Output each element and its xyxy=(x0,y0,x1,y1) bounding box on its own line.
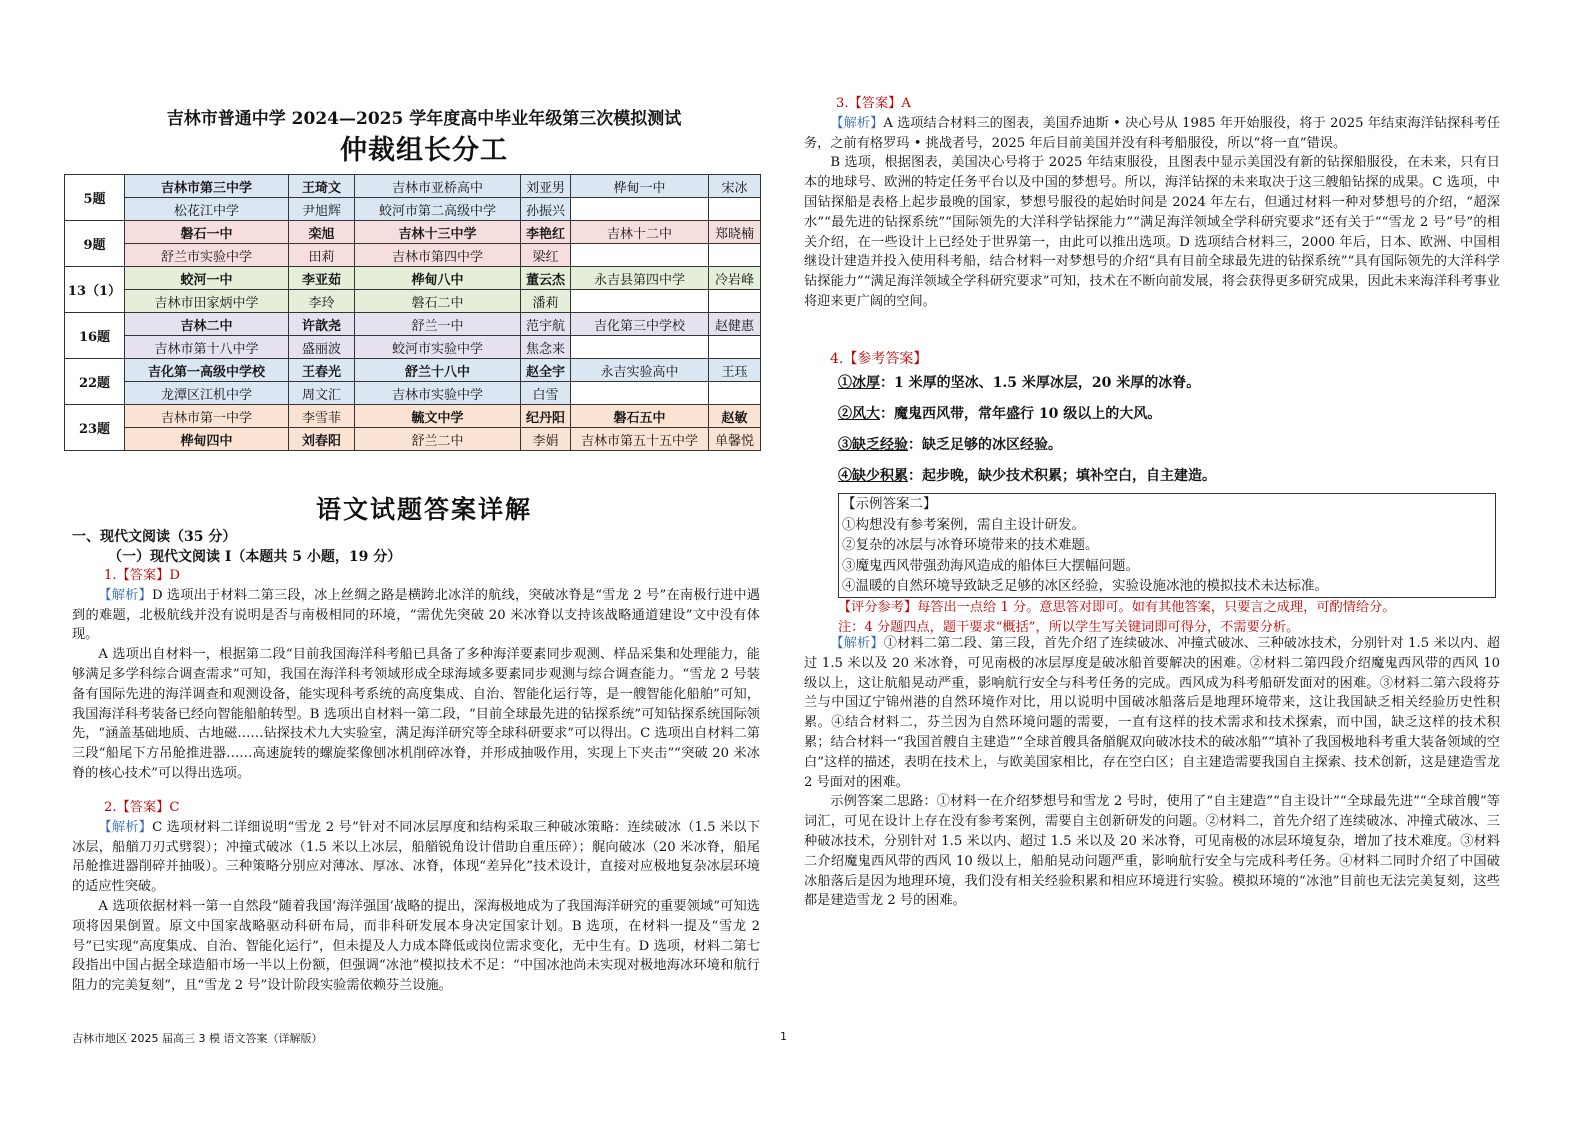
sample-answer-item: ②复杂的冰层与冰脊环境带来的技术难题。 xyxy=(842,537,1099,553)
q4-point-2-value: ：魔鬼西风带，常年盛行 10 级以上的大风。 xyxy=(880,406,1162,422)
q3-block xyxy=(804,94,1500,312)
school-cell: 吉化第一高级中学校 xyxy=(125,359,289,382)
leader-cell: 王珏 xyxy=(709,359,761,382)
school-cell: 磐石二中 xyxy=(355,290,521,313)
school-cell xyxy=(571,336,709,359)
school-cell: 吉林二中 xyxy=(125,313,289,336)
q4-answer: 4.【参考答案】 xyxy=(830,351,928,367)
leader-cell: 白雪 xyxy=(521,382,571,405)
leader-cell: 冷岩峰 xyxy=(709,267,761,290)
q4-key-points xyxy=(838,368,1498,492)
q3-answer: 3.【答案】A xyxy=(836,96,911,111)
school-cell: 吉化第三中学校 xyxy=(571,313,709,336)
leader-cell: 田莉 xyxy=(289,244,355,267)
leader-cell: 纪丹阳 xyxy=(521,405,571,428)
answers-title: 语文试题答案详解 xyxy=(315,495,532,524)
arbitration-row xyxy=(65,198,761,221)
sample-answer-title: 【示例答案二】 xyxy=(842,496,937,512)
leader-cell: 李玲 xyxy=(289,290,355,313)
leader-cell: 刘春阳 xyxy=(289,428,355,451)
leader-cell xyxy=(709,244,761,267)
school-cell: 吉林市第一中学 xyxy=(125,405,289,428)
q2-answer: 2.【答案】C xyxy=(104,800,180,815)
q1-para-2: A 选项出自材料一，根据第二段“目前我国海洋科考船已具备了多种海洋要素同步观测、样品采集和处理能力，能够满足多学科综合调查需求”可知，我国在海洋科考领域形成全球海域多要素同步观测与综合调查能力。“雪龙 2 号装备有国际先进的海洋调查和观测设备，能实现科考系统的高度集成、自治、智能化运行等，是一艘智能化船舶”可知，我国海洋科考装备已经向智能船舶转型。B 选项出自材料一第二段，“目前全球最先进的钻探系统”可知钻探系统国际领先，“涵盖基础地质、古地磁……钻探技术九大实验室，满足海洋研究等全球科研要求”可以得出。C 选项出自材料二第三段“船尾下方吊舱推进器……高速旋转的螺旋桨像刨冰机削碎冰脊，并形成抽吸作用，实现上下夹击”“突破 20 米冰脊的核心技术”可以得出选项。 xyxy=(72,647,760,781)
arbitration-row xyxy=(65,221,761,244)
school-cell: 吉林市第四中学 xyxy=(355,244,521,267)
leader-cell: 赵全宇 xyxy=(521,359,571,382)
q1-block xyxy=(72,566,760,784)
q4-point-1-key: ①冰厚 xyxy=(838,375,880,391)
school-cell: 磐石一中 xyxy=(125,221,289,244)
school-cell: 桦甸八中 xyxy=(355,267,521,290)
leader-cell: 王春光 xyxy=(289,359,355,382)
question-label: 9题 xyxy=(65,221,125,267)
school-cell: 吉林市第十八中学 xyxy=(125,336,289,359)
leader-cell xyxy=(709,198,761,221)
q2-jiexi-label: 【解析】 xyxy=(98,819,153,835)
q2-para-2: A 选项依据材料一第一自然段“随着我国‘海洋强国’战略的提出，深海极地成为了我国海洋研究的重要领域”可知选项将因果倒置。原文中国家战略驱动科研布局，而非科研发展本身决定国家计划。B 选项，在材料一提及“雪龙 2 号”已实现“高度集成、自治、智能化运行”，但未提及人力成本降低或岗位需求变化，无中生有。D 选项，材料二第七段指出中国占据全球造船市场一半以上份额，但强调“冰池”模拟技术不足：“中国冰池尚未实现对极地海冰环境和航行阻力的完美复刻”，且“雪龙 2 号”设计阶段实验需依赖芬兰设施。 xyxy=(72,898,760,994)
leader-cell xyxy=(709,336,761,359)
sample-answer-box xyxy=(838,493,1496,598)
leader-cell: 赵敏 xyxy=(709,405,761,428)
arbitration-table xyxy=(64,174,761,451)
q2-block xyxy=(72,798,760,996)
school-cell: 蛟河市实验中学 xyxy=(355,336,521,359)
leader-cell: 单馨悦 xyxy=(709,428,761,451)
q4-scoring xyxy=(838,598,1500,638)
sample-answer-item: ①构想没有参考案例，需自主设计研发。 xyxy=(842,516,1085,533)
leader-cell: 李艳红 xyxy=(521,221,571,244)
leader-cell: 盛丽波 xyxy=(289,336,355,359)
arbitration-row xyxy=(65,244,761,267)
arbitration-title: 仲裁组长分工 xyxy=(340,135,508,166)
school-cell: 舒兰一中 xyxy=(355,313,521,336)
page-number: 1 xyxy=(780,1030,787,1043)
school-cell: 蛟河市第二高级中学 xyxy=(355,198,521,221)
section-heading: 一、现代文阅读（35 分） xyxy=(72,529,237,545)
school-cell: 磐石五中 xyxy=(571,405,709,428)
leader-cell: 宋冰 xyxy=(709,175,761,198)
q4-point-4-value: ：起步晚，缺少技术积累；填补空白，自主建造。 xyxy=(908,468,1216,484)
leader-cell: 李娟 xyxy=(521,428,571,451)
school-cell: 吉林市第五十五中学 xyxy=(571,428,709,451)
leader-cell: 李雪菲 xyxy=(289,405,355,428)
school-cell: 舒兰十八中 xyxy=(355,359,521,382)
score-note: 注：4 分题四点，题干要求“概括”，所以学生写关键词即可得分，不需要分析。 xyxy=(838,619,1300,635)
leader-cell: 焦念来 xyxy=(521,336,571,359)
school-cell: 永吉实验高中 xyxy=(571,359,709,382)
school-cell: 吉林十三中学 xyxy=(355,221,521,244)
q4-point-3-key: ③缺乏经验 xyxy=(838,437,908,453)
footer-text: 吉林市地区 2025 届高三 3 模 语文答案（详解版） xyxy=(72,1032,323,1045)
q1-para-1: D 选项出于材料二第三段，冰上丝绸之路是横跨北冰洋的航线，突破冰脊是“雪龙 2 号”在南极行进中遇到的难题，北极航线并没有说明是否与南极相同的环境，“需优先突破 20 米冰脊以支持该战略通道建设”文中没有体现。 xyxy=(72,587,760,643)
school-cell: 桦甸四中 xyxy=(125,428,289,451)
arbitration-row xyxy=(65,428,761,451)
leader-cell xyxy=(709,382,761,405)
school-cell: 吉林市实验中学 xyxy=(355,382,521,405)
arbitration-row xyxy=(65,313,761,336)
school-cell xyxy=(571,290,709,313)
subsection-heading: （一）现代文阅读 I（本题共 5 小题，19 分） xyxy=(108,549,402,565)
school-cell: 松花江中学 xyxy=(125,198,289,221)
leader-cell: 孙振兴 xyxy=(521,198,571,221)
q2-para-1: C 选项材料二详细说明“雪龙 2 号”针对不同冰层厚度和结构采取三种破冰策略：连续破冰（1.5 米以下冰层，船艏刀刃式劈裂）；冲撞式破冰（1.5 米以上冰层，船艏锐角设计借助自重压碎）；艉向破冰（20 米冰脊，船尾吊舱推进器削碎并抽吸）。三种策略分别应对薄冰、厚冰、冰脊，体现“差异化”技术设计，直接对应极地复杂冰层环境的适应性突破。 xyxy=(72,819,760,895)
q4-point-2-key: ②风大 xyxy=(838,406,880,422)
question-label: 13（1） xyxy=(65,267,125,313)
leader-cell: 周文汇 xyxy=(289,382,355,405)
school-cell: 吉林市亚桥高中 xyxy=(355,175,521,198)
q4-point-3-value: ：缺乏足够的冰区经验。 xyxy=(908,437,1062,453)
school-cell xyxy=(571,198,709,221)
q4-point-4-key: ④缺少积累 xyxy=(838,468,908,484)
q4-analysis xyxy=(804,634,1500,911)
school-cell: 吉林十二中 xyxy=(571,221,709,244)
arbitration-row xyxy=(65,336,761,359)
question-label: 23题 xyxy=(65,405,125,451)
question-label: 22题 xyxy=(65,359,125,405)
q3-para-1: A 选项结合材料三的图表，美国乔迪斯 • 决心号从 1985 年开始服役，将于 2025 年结束海洋钻探科考任务，之前有格罗玛 • 挑战者号，2025 年后目前美国并没有科考船服役，所以“将一直”错误。 xyxy=(804,115,1501,151)
school-cell: 毓文中学 xyxy=(355,405,521,428)
school-cell xyxy=(571,382,709,405)
leader-cell: 王琦文 xyxy=(289,175,355,198)
leader-cell: 赵健惠 xyxy=(709,313,761,336)
q4-point-1-value: ：1 米厚的坚冰、1.5 米厚冰层，20 米厚的冰脊。 xyxy=(880,375,1201,391)
leader-cell: 范宇航 xyxy=(521,313,571,336)
question-label: 5题 xyxy=(65,175,125,221)
leader-cell: 尹旭辉 xyxy=(289,198,355,221)
school-cell: 永吉县第四中学 xyxy=(571,267,709,290)
school-cell: 吉林市田家炳中学 xyxy=(125,290,289,313)
exam-title: 吉林市普通中学 2024—2025 学年度高中毕业年级第三次模拟测试 xyxy=(166,109,682,129)
leader-cell: 董云杰 xyxy=(521,267,571,290)
arbitration-row xyxy=(65,175,761,198)
leader-cell: 李亚茹 xyxy=(289,267,355,290)
score-reference: 【评分参考】每答出一点给 1 分。意思答对即可。如有其他答案，只要言之成理，可酌情给分。 xyxy=(838,600,1396,615)
arbitration-row xyxy=(65,405,761,428)
school-cell: 舒兰二中 xyxy=(355,428,521,451)
sample-answer-item: ④温暖的自然环境导致缺乏足够的冰区经验，实验设施冰池的模拟技术未达标准。 xyxy=(842,578,1328,594)
q1-jiexi-label: 【解析】 xyxy=(98,587,152,603)
q4-jiexi-label: 【解析】 xyxy=(830,636,884,651)
arbitration-row xyxy=(65,359,761,382)
arbitration-row xyxy=(65,382,761,405)
leader-cell: 栾旭 xyxy=(289,221,355,244)
leader-cell xyxy=(709,290,761,313)
school-cell: 龙潭区江机中学 xyxy=(125,382,289,405)
sample-answer-item: ③魔鬼西风带强劲海风造成的船体巨大摆幅问题。 xyxy=(842,557,1139,574)
school-cell xyxy=(571,244,709,267)
q3-jiexi-label: 【解析】 xyxy=(830,115,884,131)
leader-cell: 郑晓楠 xyxy=(709,221,761,244)
q4-para-2: 示例答案二思路：①材料一在介绍梦想号和雪龙 2 号时，使用了“自主建造”“自主设计”“全球最先进”“全球首艘”等词汇，可见在设计上存在没有参考案例，需要自主创新研发的问题。②材料二，首先介绍了连续破冰、冲撞式破冰、三种破冰技术，分别针对 1.5 米以内、超过 1.5 米以及 20 米冰脊，可见南极的冰层环境复杂，增加了技术难度。③材料二介绍魔鬼西风带的西风 10 级以上，船舶晃动问题严重，影响航行安全与完成科考任务。④材料二同时介绍了中国破冰船落后是因为地理环境，我们没有相关经验积累和相应环境进行实验。模拟环境的“冰池”目前也无法完美复刻，这些都是建造雪龙 2 号的困难。 xyxy=(804,794,1500,909)
leader-cell: 刘亚男 xyxy=(521,175,571,198)
leader-cell: 梁红 xyxy=(521,244,571,267)
school-cell: 桦甸一中 xyxy=(571,175,709,198)
q1-answer: 1.【答案】D xyxy=(104,568,180,583)
arbitration-row xyxy=(65,267,761,290)
q4-para-1: ①材料二第二段、第三段，首先介绍了连续破冰、冲撞式破冰、三种破冰技术，分别针对 1.5 米以内、超过 1.5 米以及 20 米冰脊，可见南极的冰层厚度是破冰船首要解决的困难。②材料二第四段介绍魔鬼西风带的西风 10 级以上，这让航船晃动严重，影响航行安全与科考任务的完成。西风成为科考船研发面对的困难。③材料二第六段将芬兰与中国辽宁锦州港的自然环境作对比，用以说明中国破冰船落后是地理环境带来，这让我国缺乏相关经验历史性积累。④结合材料二，芬兰因为自然环境问题的需要，一直有这样的技术需求和技术探索，而中国，缺乏这样的技术积累；结合材料一“我国首艘自主建造”“全球首艘具备艏艉双向破冰技术的破冰船”“填补了我国极地科考重大装备领域的空白”这样的描述，表明在技术上，与欧美国家相比，存在空白区；自主建造需要我国自主探索、技术创新，这是建造雪龙 2 号面对的困难。 xyxy=(804,636,1500,790)
q3-para-2: B 选项，根据图表，美国决心号将于 2025 年结束服役，且图表中显示美国没有新的钻探船服役，在未来，只有日本的地球号、欧洲的特定任务平台以及中国的梦想号。所以，海洋钻探的未来取决于这三艘船钻探的成果。C 选项，中国钻探船是表格上起步最晚的国家，梦想号服役的起始时间是 2024 年左右，但通过材料一种对梦想号的介绍，“超深水”“最先进的钻探系统”“国际领先的大洋科学钻探能力”“满足海洋领域全学科研究要求”还有关于““雪龙 2 号”号”的相关介绍，在一些设计上已经处于世界第一，由此可以推出选项。D 选项结合材料三，2000 年后，日本、欧洲、中国相继设计建造并投入使用科考船，结合材料一对梦想号的介绍“具有目前全球最先进的钻探系统”“具有国际领先的大洋科学钻探能力”“满足海洋领域全学科研究要求”可知，技术在不断向前发展，将会获得更多研究成果，因此未来海洋科考事业将迎来更广阔的空间。 xyxy=(804,155,1500,309)
leader-cell: 许歆尧 xyxy=(289,313,355,336)
question-label: 16题 xyxy=(65,313,125,359)
arbitration-row xyxy=(65,290,761,313)
school-cell: 舒兰市实验中学 xyxy=(125,244,289,267)
school-cell: 吉林市第三中学 xyxy=(125,175,289,198)
school-cell: 蛟河一中 xyxy=(125,267,289,290)
leader-cell: 潘莉 xyxy=(521,290,571,313)
